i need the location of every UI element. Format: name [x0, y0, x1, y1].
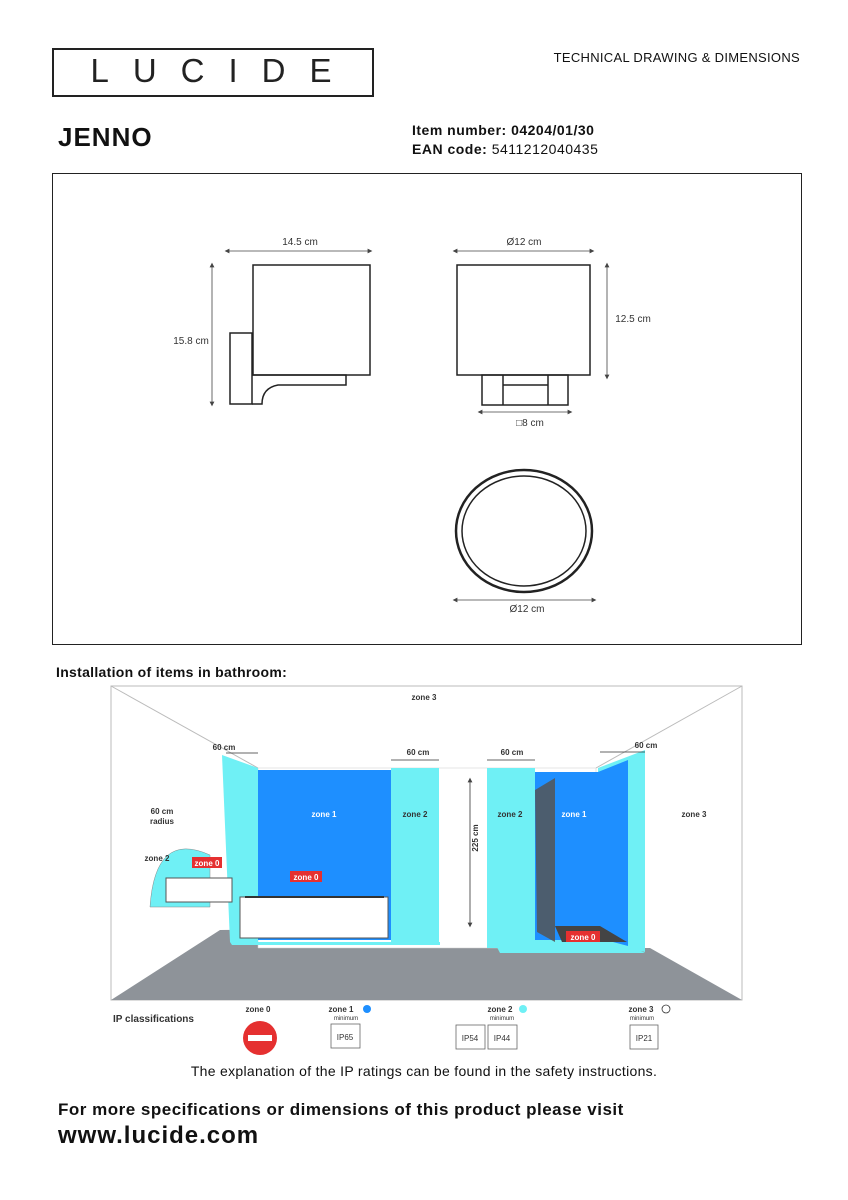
- zone1-color-icon: [363, 1005, 371, 1013]
- ip-zone2-label: zone 2: [487, 1005, 513, 1014]
- dimension-60-left: 60 cm: [212, 743, 236, 752]
- zone2-right-label: zone 2: [497, 810, 523, 819]
- document-type: TECHNICAL DRAWING & DIMENSIONS: [553, 50, 800, 65]
- front-height-label: 12.5 cm: [615, 314, 651, 325]
- zone2-left-label: zone 2: [402, 810, 428, 819]
- dimension-60-mid-left: 60 cm: [406, 748, 430, 757]
- zone1-right-label: zone 1: [561, 810, 587, 819]
- bathroom-section-title: Installation of items in bathroom:: [56, 664, 288, 680]
- dimension-60-mid-right: 60 cm: [500, 748, 524, 757]
- ip-title: IP classifications: [113, 1014, 194, 1025]
- zone3-color-icon: [662, 1005, 670, 1013]
- radius-label-2: radius: [149, 817, 175, 826]
- top-diameter-label: Ø12 cm: [509, 604, 545, 615]
- radius-label-1: 60 cm: [150, 807, 174, 816]
- ean-label: EAN code:: [412, 141, 488, 157]
- ip-zone3-label: zone 3: [628, 1005, 654, 1014]
- front-view: [457, 265, 590, 405]
- top-view: [456, 470, 592, 592]
- side-height-label: 15.8 cm: [173, 336, 209, 347]
- front-diameter-label: Ø12 cm: [506, 237, 542, 248]
- ip-zone2-value-b: IP44: [493, 1034, 511, 1043]
- zone3-right-label: zone 3: [681, 810, 707, 819]
- zone0-sink-label: zone 0: [194, 859, 220, 868]
- ip-zone1-min: minimum: [333, 1016, 359, 1022]
- zone2-color-icon: [519, 1005, 527, 1013]
- ip-zone3-value: IP21: [635, 1034, 653, 1043]
- brand-logo: LUCIDE: [90, 52, 356, 89]
- zone0-shower-label: zone 0: [570, 933, 596, 942]
- zone0-bath-label: zone 0: [293, 873, 319, 882]
- zone3-top-label: zone 3: [411, 693, 437, 702]
- ip-zone3-min: minimum: [629, 1016, 655, 1022]
- height-225-label: 225 cm: [471, 824, 480, 852]
- ean-value: 5411212040435: [491, 141, 599, 157]
- website-link[interactable]: www.lucide.com: [58, 1122, 260, 1149]
- dimension-60-right: 60 cm: [634, 741, 658, 750]
- item-number-label: Item number:: [412, 122, 507, 138]
- item-number-value: 04204/01/30: [511, 122, 595, 138]
- ip-zone2-value-a: IP54: [461, 1034, 479, 1043]
- side-view: [230, 265, 370, 404]
- base-size-label: □8 cm: [516, 418, 544, 429]
- side-width-label: 14.5 cm: [282, 237, 318, 248]
- ip-zone0-label: zone 0: [245, 1005, 271, 1014]
- visit-text: For more specifications or dimensions of this product please visit: [58, 1100, 624, 1119]
- no-entry-icon: [243, 1021, 277, 1055]
- zone2-sink-label: zone 2: [144, 854, 170, 863]
- zone1-left-label: zone 1: [311, 810, 337, 819]
- ip-classifications: [0, 1000, 848, 1060]
- product-name: JENNO: [58, 122, 153, 152]
- ip-zone1-value: IP65: [336, 1033, 354, 1042]
- ip-zone2-min: minimum: [489, 1016, 515, 1022]
- ip-note: The explanation of the IP ratings can be found in the safety instructions.: [190, 1063, 658, 1079]
- ip-zone1-label: zone 1: [328, 1005, 354, 1014]
